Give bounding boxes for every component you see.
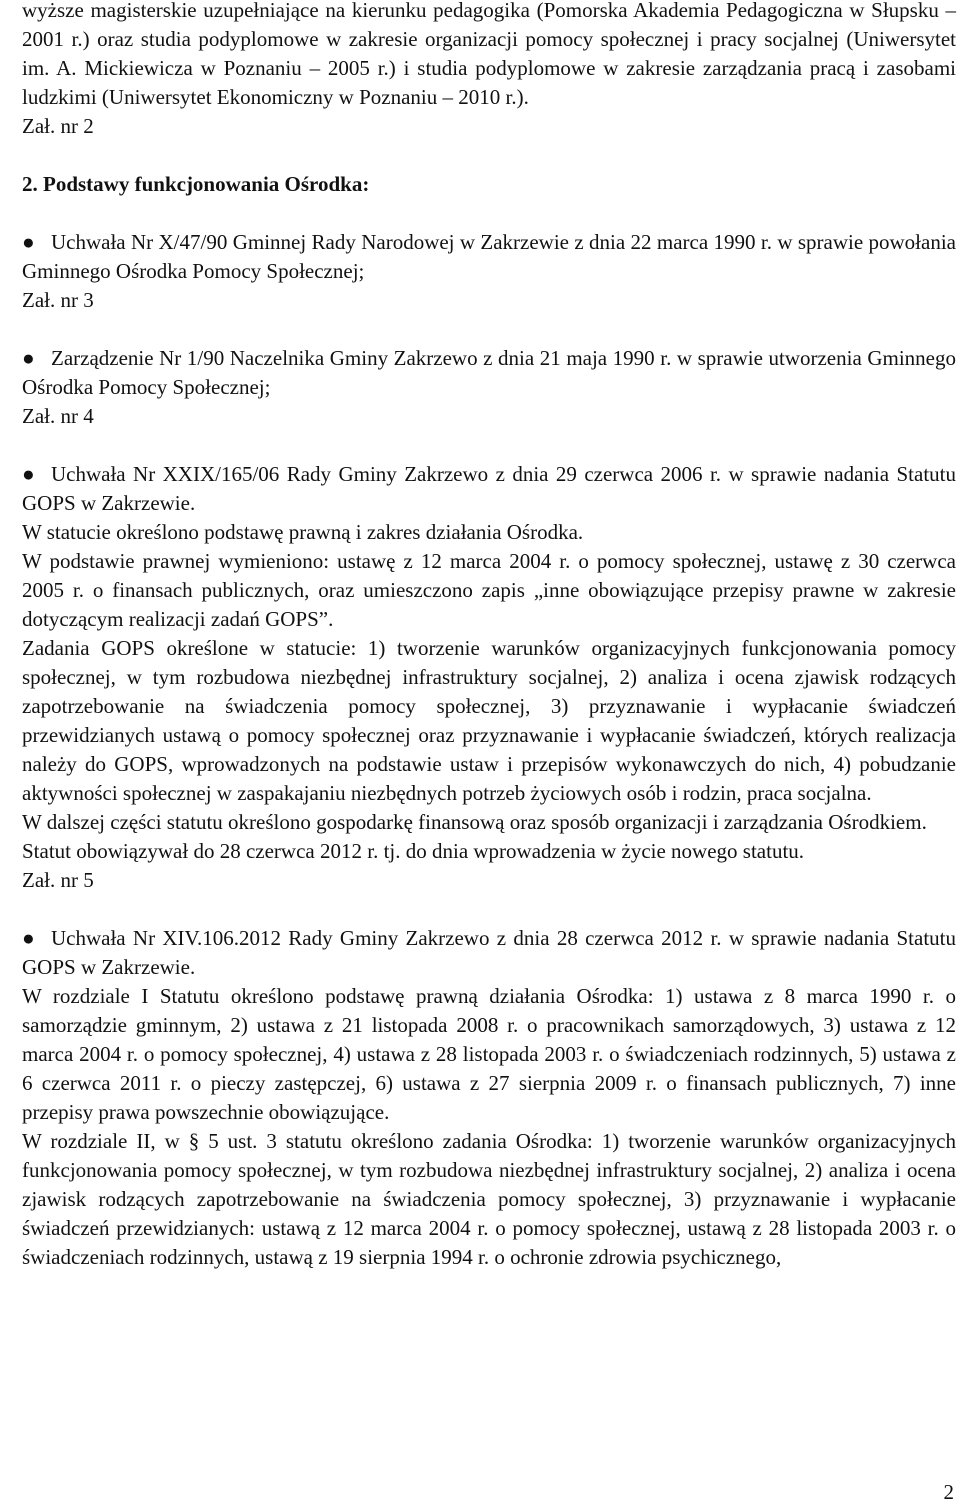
body-paragraph: Statut obowiązywał do 28 czerwca 2012 r. tj. do dnia wprowadzenia w życie nowego statutu. [22,839,805,863]
page-number: 2 [943,1480,954,1504]
body-paragraph: W rozdziale I Statutu określono podstawę prawną działania Ośrodka: 1) ustawa z 8 marca 1990 r. o samorządzie gminnym, 2) ustawa z 21 listopada 2008 r. o pracownikach samorządowych, 3) ustawa z 12 marca 2004 r. o pomocy społecznej, 4) ustawa z 28 listopada 2003 r. o świadczeniach rodzinnych, 5) ustawa z 6 czerwca 2011 r. o pieczy zastępczej, 6) ustawa z 27 sierpnia 2009 r. o finansach publicznych, 7) inne przepisy prawa powszechnie obowiązujące. [22,984,956,1124]
list-item-text: Zarządzenie Nr 1/90 Naczelnika Gminy Zakrzewo z dnia 21 maja 1990 r. w sprawie utworzenia Gminnego Ośrodka Pomocy Społecznej; [22,346,956,399]
attachment-label-4: Zał. nr 4 [22,404,94,428]
attachment-label-5: Zał. nr 5 [22,868,94,892]
section-heading: 2. Podstawy funkcjonowania Ośrodka: [22,172,370,196]
list-item [22,344,956,402]
bullet-icon: ● [22,926,35,950]
list-item-text: Uchwała Nr XXIX/165/06 Rady Gminy Zakrzewo z dnia 29 czerwca 2006 r. w sprawie nadania Statutu GOPS w Zakrzewie. [22,462,956,515]
body-paragraph: W podstawie prawnej wymieniono: ustawę z 12 marca 2004 r. o pomocy społecznej, ustawę z 30 czerwca 2005 r. o finansach publicznych, oraz umieszczono zapis „inne obowiązujące przepisy prawne w zakresie dotyczącym realizacji zadań GOPS”. [22,549,956,631]
list-item [22,924,956,982]
list-item-text: Uchwała Nr XIV.106.2012 Rady Gminy Zakrzewo z dnia 28 czerwca 2012 r. w sprawie nadania Statutu GOPS w Zakrzewie. [22,926,956,979]
body-paragraph: Zadania GOPS określone w statucie: 1) tworzenie warunków organizacyjnych funkcjonowania pomocy społecznej, w tym rozbudowa niezbędnej infrastruktury socjalnej, 2) analiza i ocena zjawisk rodzących zapotrzebowanie na świadczenia pomocy społecznej, 3) przyznawanie i wypłacanie świadczeń przewidzianych ustawą o pomocy społecznej oraz przyznawanie i wypłacanie świadczeń, których realizacja należy do GOPS, wprowadzonych na podstawie ustaw i przepisów wykonawczych do nich, 4) pobudzanie aktywności społecznej w zaspakajaniu niezbędnych potrzeb życiowych osób i rodzin, praca socjalna. [22,636,956,805]
bullet-icon: ● [22,230,35,254]
list-item [22,228,956,286]
body-paragraph: W dalszej części statutu określono gospodarkę finansową oraz sposób organizacji i zarządzania Ośrodkiem. [22,810,927,834]
body-paragraph: W statucie określono podstawę prawną i zakres działania Ośrodka. [22,520,584,544]
body-paragraph: W rozdziale II, w § 5 ust. 3 statutu określono zadania Ośrodka: 1) tworzenie warunków organizacyjnych funkcjonowania pomocy społecznej, w tym rozbudowa niezbędnej infrastruktury socjalnej, 2) analiza i ocena zjawisk rodzących zapotrzebowanie na świadczenia pomocy społecznej, 3) przyznawanie i wypłacanie świadczeń przewidzianych: ustawą z 12 marca 2004 r. o pomocy społecznej, ustawą z 28 listopada 2003 r. o świadczeniach rodzinnych, ustawą z 19 sierpnia 1994 r. o ochronie zdrowia psychicznego, [22,1129,956,1269]
attachment-label-2: Zał. nr 2 [22,114,94,138]
attachment-label-3: Zał. nr 3 [22,288,94,312]
bullet-icon: ● [22,462,35,486]
document-page [22,0,956,1272]
list-item-text: Uchwała Nr X/47/90 Gminnej Rady Narodowej w Zakrzewie z dnia 22 marca 1990 r. w sprawie powołania Gminnego Ośrodka Pomocy Społecznej; [22,230,956,283]
list-item [22,460,956,518]
bullet-icon: ● [22,346,35,370]
intro-paragraph: wyższe magisterskie uzupełniające na kierunku pedagogika (Pomorska Akademia Pedagogiczna w Słupsku – 2001 r.) oraz studia podyplomowe w zakresie organizacji pomocy społecznej i pracy socjalnej (Uniwersytet im. A. Mickiewicza w Poznaniu – 2005 r.) i studia podyplomowe w zakresie zarządzania pracą i zasobami ludzkimi (Uniwersytet Ekonomiczny w Poznaniu – 2010 r.). [22,0,956,109]
